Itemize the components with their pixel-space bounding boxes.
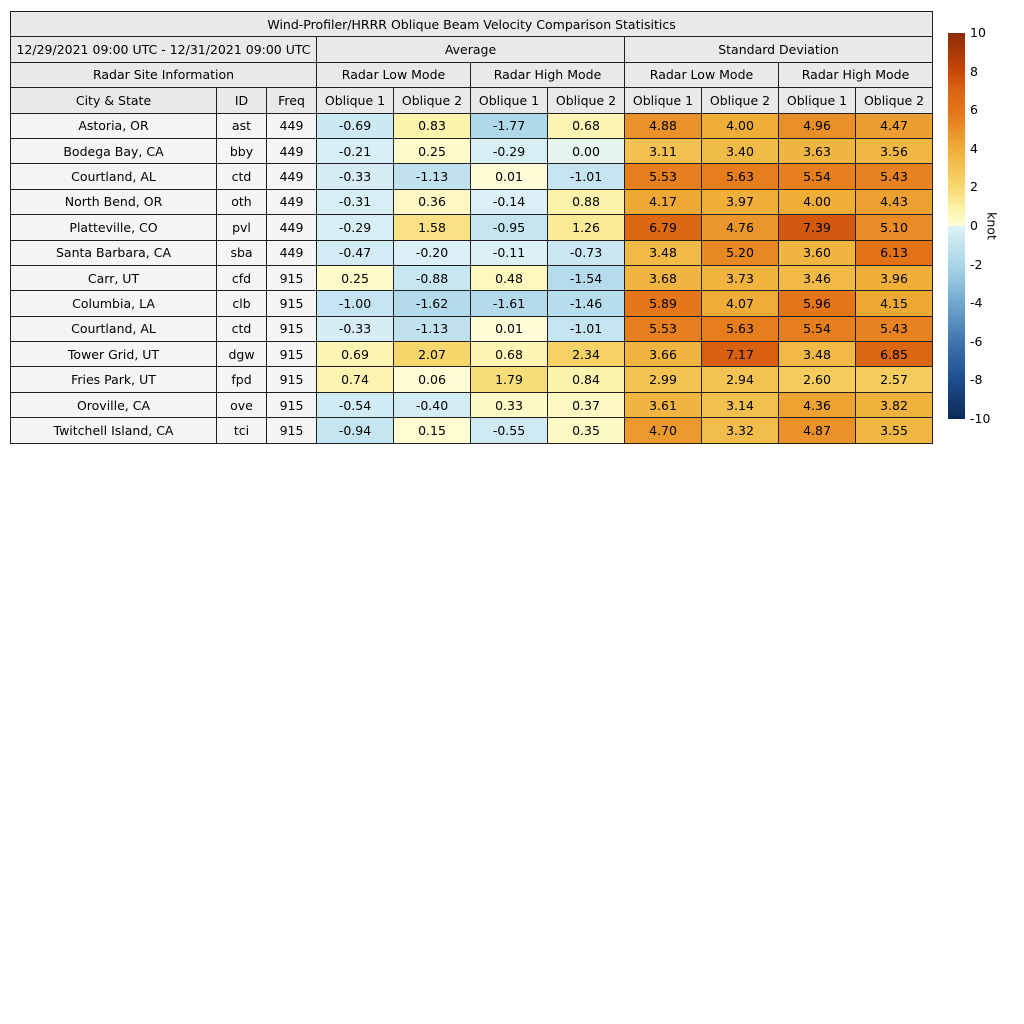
- col-header-oblique2: Oblique 2: [856, 88, 933, 113]
- site-id-cell: bby: [217, 138, 267, 163]
- value-cell: -0.11: [471, 240, 548, 265]
- value-cell: 4.87: [779, 418, 856, 443]
- value-cell: 5.43: [856, 316, 933, 341]
- value-cell: 0.84: [548, 367, 625, 392]
- city-cell: Santa Barbara, CA: [11, 240, 217, 265]
- value-cell: 1.26: [548, 215, 625, 240]
- value-cell: -0.88: [394, 265, 471, 290]
- city-cell: Carr, UT: [11, 265, 217, 290]
- city-cell: Platteville, CO: [11, 215, 217, 240]
- value-cell: 6.13: [856, 240, 933, 265]
- stats-table: [10, 11, 933, 444]
- value-cell: -0.21: [317, 138, 394, 163]
- value-cell: 2.57: [856, 367, 933, 392]
- table-row: [11, 113, 933, 138]
- col-header-oblique2: Oblique 2: [548, 88, 625, 113]
- title-row: [11, 12, 933, 37]
- value-cell: -1.01: [548, 164, 625, 189]
- value-cell: -0.94: [317, 418, 394, 443]
- col-header-id: ID: [217, 88, 267, 113]
- freq-cell: 449: [267, 240, 317, 265]
- value-cell: 5.53: [625, 316, 702, 341]
- value-cell: 3.97: [702, 189, 779, 214]
- value-cell: 3.68: [625, 265, 702, 290]
- value-cell: 2.94: [702, 367, 779, 392]
- value-cell: 1.79: [471, 367, 548, 392]
- col-header-oblique1: Oblique 1: [471, 88, 548, 113]
- table-row: [11, 138, 933, 163]
- colorbar-tick-label: 10: [970, 25, 986, 40]
- table-row: [11, 189, 933, 214]
- colorbar-tick-label: -6: [970, 333, 983, 349]
- value-cell: -0.40: [394, 392, 471, 417]
- section-row: [11, 37, 933, 62]
- section-stddev-cell: Standard Deviation: [625, 37, 933, 62]
- site-id-cell: ctd: [217, 316, 267, 341]
- city-cell: North Bend, OR: [11, 189, 217, 214]
- value-cell: 0.74: [317, 367, 394, 392]
- city-cell: Courtland, AL: [11, 164, 217, 189]
- city-cell: Tower Grid, UT: [11, 342, 217, 367]
- value-cell: 2.07: [394, 342, 471, 367]
- value-cell: 3.55: [856, 418, 933, 443]
- value-cell: 2.34: [548, 342, 625, 367]
- colorbar-tick-label: 6: [970, 102, 978, 118]
- value-cell: 0.01: [471, 164, 548, 189]
- site-id-cell: clb: [217, 291, 267, 316]
- site-id-cell: dgw: [217, 342, 267, 367]
- value-cell: 0.83: [394, 113, 471, 138]
- value-cell: -0.29: [317, 215, 394, 240]
- value-cell: -1.61: [471, 291, 548, 316]
- city-cell: Columbia, LA: [11, 291, 217, 316]
- value-cell: -1.46: [548, 291, 625, 316]
- value-cell: 3.82: [856, 392, 933, 417]
- site-id-cell: ctd: [217, 164, 267, 189]
- value-cell: 3.40: [702, 138, 779, 163]
- site-id-cell: sba: [217, 240, 267, 265]
- value-cell: -0.33: [317, 316, 394, 341]
- site-id-cell: fpd: [217, 367, 267, 392]
- value-cell: 2.60: [779, 367, 856, 392]
- value-cell: 0.15: [394, 418, 471, 443]
- city-cell: Astoria, OR: [11, 113, 217, 138]
- value-cell: 7.39: [779, 215, 856, 240]
- freq-cell: 915: [267, 316, 317, 341]
- mode-header-sd-low: Radar Low Mode: [625, 62, 779, 87]
- value-cell: -0.33: [317, 164, 394, 189]
- value-cell: 4.00: [702, 113, 779, 138]
- col-header-freq: Freq: [267, 88, 317, 113]
- value-cell: 6.79: [625, 215, 702, 240]
- value-cell: 0.01: [471, 316, 548, 341]
- freq-cell: 915: [267, 367, 317, 392]
- value-cell: 3.14: [702, 392, 779, 417]
- value-cell: -1.01: [548, 316, 625, 341]
- colorbar-axis-label: knot: [984, 212, 1000, 240]
- value-cell: -0.20: [394, 240, 471, 265]
- value-cell: -1.77: [471, 113, 548, 138]
- value-cell: 3.48: [779, 342, 856, 367]
- freq-cell: 915: [267, 342, 317, 367]
- mode-header-avg-low: Radar Low Mode: [317, 62, 471, 87]
- mode-row: [11, 62, 933, 87]
- value-cell: 0.25: [394, 138, 471, 163]
- value-cell: 3.56: [856, 138, 933, 163]
- value-cell: 0.37: [548, 392, 625, 417]
- site-id-cell: tci: [217, 418, 267, 443]
- value-cell: 0.06: [394, 367, 471, 392]
- value-cell: 3.63: [779, 138, 856, 163]
- colorbar-tick-label: 2: [970, 179, 978, 195]
- value-cell: -0.55: [471, 418, 548, 443]
- value-cell: 0.00: [548, 138, 625, 163]
- city-cell: Fries Park, UT: [11, 367, 217, 392]
- value-cell: 4.15: [856, 291, 933, 316]
- table-row: [11, 418, 933, 443]
- value-cell: 5.63: [702, 316, 779, 341]
- value-cell: 0.48: [471, 265, 548, 290]
- freq-cell: 915: [267, 265, 317, 290]
- freq-cell: 449: [267, 164, 317, 189]
- value-cell: 4.70: [625, 418, 702, 443]
- freq-cell: 449: [267, 189, 317, 214]
- value-cell: -0.69: [317, 113, 394, 138]
- table-row: [11, 316, 933, 341]
- value-cell: 5.63: [702, 164, 779, 189]
- value-cell: 0.68: [471, 342, 548, 367]
- value-cell: 7.17: [702, 342, 779, 367]
- value-cell: 4.43: [856, 189, 933, 214]
- freq-cell: 449: [267, 113, 317, 138]
- colorbar-tick-label: 0: [970, 218, 978, 233]
- value-cell: 3.32: [702, 418, 779, 443]
- freq-cell: 915: [267, 392, 317, 417]
- col-header-city: City & State: [11, 88, 217, 113]
- col-header-oblique1: Oblique 1: [779, 88, 856, 113]
- value-cell: 0.68: [548, 113, 625, 138]
- col-header-oblique2: Oblique 2: [702, 88, 779, 113]
- value-cell: 0.36: [394, 189, 471, 214]
- value-cell: 4.96: [779, 113, 856, 138]
- value-cell: 3.60: [779, 240, 856, 265]
- freq-cell: 449: [267, 215, 317, 240]
- value-cell: -0.47: [317, 240, 394, 265]
- site-id-cell: ast: [217, 113, 267, 138]
- value-cell: 4.36: [779, 392, 856, 417]
- value-cell: -1.54: [548, 265, 625, 290]
- value-cell: 4.07: [702, 291, 779, 316]
- table-row: [11, 215, 933, 240]
- value-cell: -1.13: [394, 164, 471, 189]
- table-row: [11, 164, 933, 189]
- colorbar-tick-label: 8: [970, 63, 978, 79]
- value-cell: 0.33: [471, 392, 548, 417]
- value-cell: 3.48: [625, 240, 702, 265]
- value-cell: 6.85: [856, 342, 933, 367]
- freq-cell: 449: [267, 138, 317, 163]
- column-header-row: [11, 88, 933, 113]
- col-header-oblique1: Oblique 1: [317, 88, 394, 113]
- value-cell: 5.53: [625, 164, 702, 189]
- value-cell: 4.88: [625, 113, 702, 138]
- value-cell: 3.46: [779, 265, 856, 290]
- value-cell: 0.35: [548, 418, 625, 443]
- value-cell: 2.99: [625, 367, 702, 392]
- value-cell: -1.13: [394, 316, 471, 341]
- mode-header-avg-high: Radar High Mode: [471, 62, 625, 87]
- value-cell: 5.10: [856, 215, 933, 240]
- value-cell: 3.73: [702, 265, 779, 290]
- value-cell: 0.88: [548, 189, 625, 214]
- table-row: [11, 392, 933, 417]
- table-title: Wind-Profiler/HRRR Oblique Beam Velocity Comparison Statisitics: [11, 12, 933, 37]
- colorbar-tick-label: 4: [970, 140, 978, 156]
- value-cell: 3.11: [625, 138, 702, 163]
- value-cell: 5.89: [625, 291, 702, 316]
- value-cell: 5.43: [856, 164, 933, 189]
- value-cell: 4.76: [702, 215, 779, 240]
- value-cell: -0.54: [317, 392, 394, 417]
- value-cell: -0.31: [317, 189, 394, 214]
- colorbar: [948, 33, 965, 419]
- table-row: [11, 342, 933, 367]
- site-id-cell: oth: [217, 189, 267, 214]
- value-cell: 3.96: [856, 265, 933, 290]
- site-id-cell: ove: [217, 392, 267, 417]
- value-cell: 1.58: [394, 215, 471, 240]
- value-cell: -0.14: [471, 189, 548, 214]
- col-header-oblique2: Oblique 2: [394, 88, 471, 113]
- date-range-cell: 12/29/2021 09:00 UTC - 12/31/2021 09:00 UTC: [11, 37, 317, 62]
- value-cell: -0.73: [548, 240, 625, 265]
- value-cell: 4.00: [779, 189, 856, 214]
- site-id-cell: cfd: [217, 265, 267, 290]
- value-cell: 4.17: [625, 189, 702, 214]
- value-cell: 0.25: [317, 265, 394, 290]
- city-cell: Twitchell Island, CA: [11, 418, 217, 443]
- freq-cell: 915: [267, 418, 317, 443]
- city-cell: Bodega Bay, CA: [11, 138, 217, 163]
- colorbar-tick-label: -10: [970, 411, 991, 426]
- colorbar-tick-label: -2: [970, 256, 983, 272]
- colorbar-tick-label: -8: [970, 372, 983, 388]
- value-cell: 0.69: [317, 342, 394, 367]
- city-cell: Courtland, AL: [11, 316, 217, 341]
- value-cell: -0.29: [471, 138, 548, 163]
- value-cell: -0.95: [471, 215, 548, 240]
- value-cell: 5.96: [779, 291, 856, 316]
- value-cell: 3.66: [625, 342, 702, 367]
- table-row: [11, 291, 933, 316]
- value-cell: 3.61: [625, 392, 702, 417]
- table-row: [11, 240, 933, 265]
- col-header-oblique1: Oblique 1: [625, 88, 702, 113]
- site-id-cell: pvl: [217, 215, 267, 240]
- section-average-cell: Average: [317, 37, 625, 62]
- table-row: [11, 265, 933, 290]
- colorbar-tick-label: -4: [970, 295, 983, 311]
- city-cell: Oroville, CA: [11, 392, 217, 417]
- table-row: [11, 367, 933, 392]
- value-cell: 5.54: [779, 316, 856, 341]
- value-cell: -1.62: [394, 291, 471, 316]
- site-info-header-cell: Radar Site Information: [11, 62, 317, 87]
- value-cell: 5.20: [702, 240, 779, 265]
- value-cell: -1.00: [317, 291, 394, 316]
- freq-cell: 915: [267, 291, 317, 316]
- value-cell: 5.54: [779, 164, 856, 189]
- mode-header-sd-high: Radar High Mode: [779, 62, 933, 87]
- value-cell: 4.47: [856, 113, 933, 138]
